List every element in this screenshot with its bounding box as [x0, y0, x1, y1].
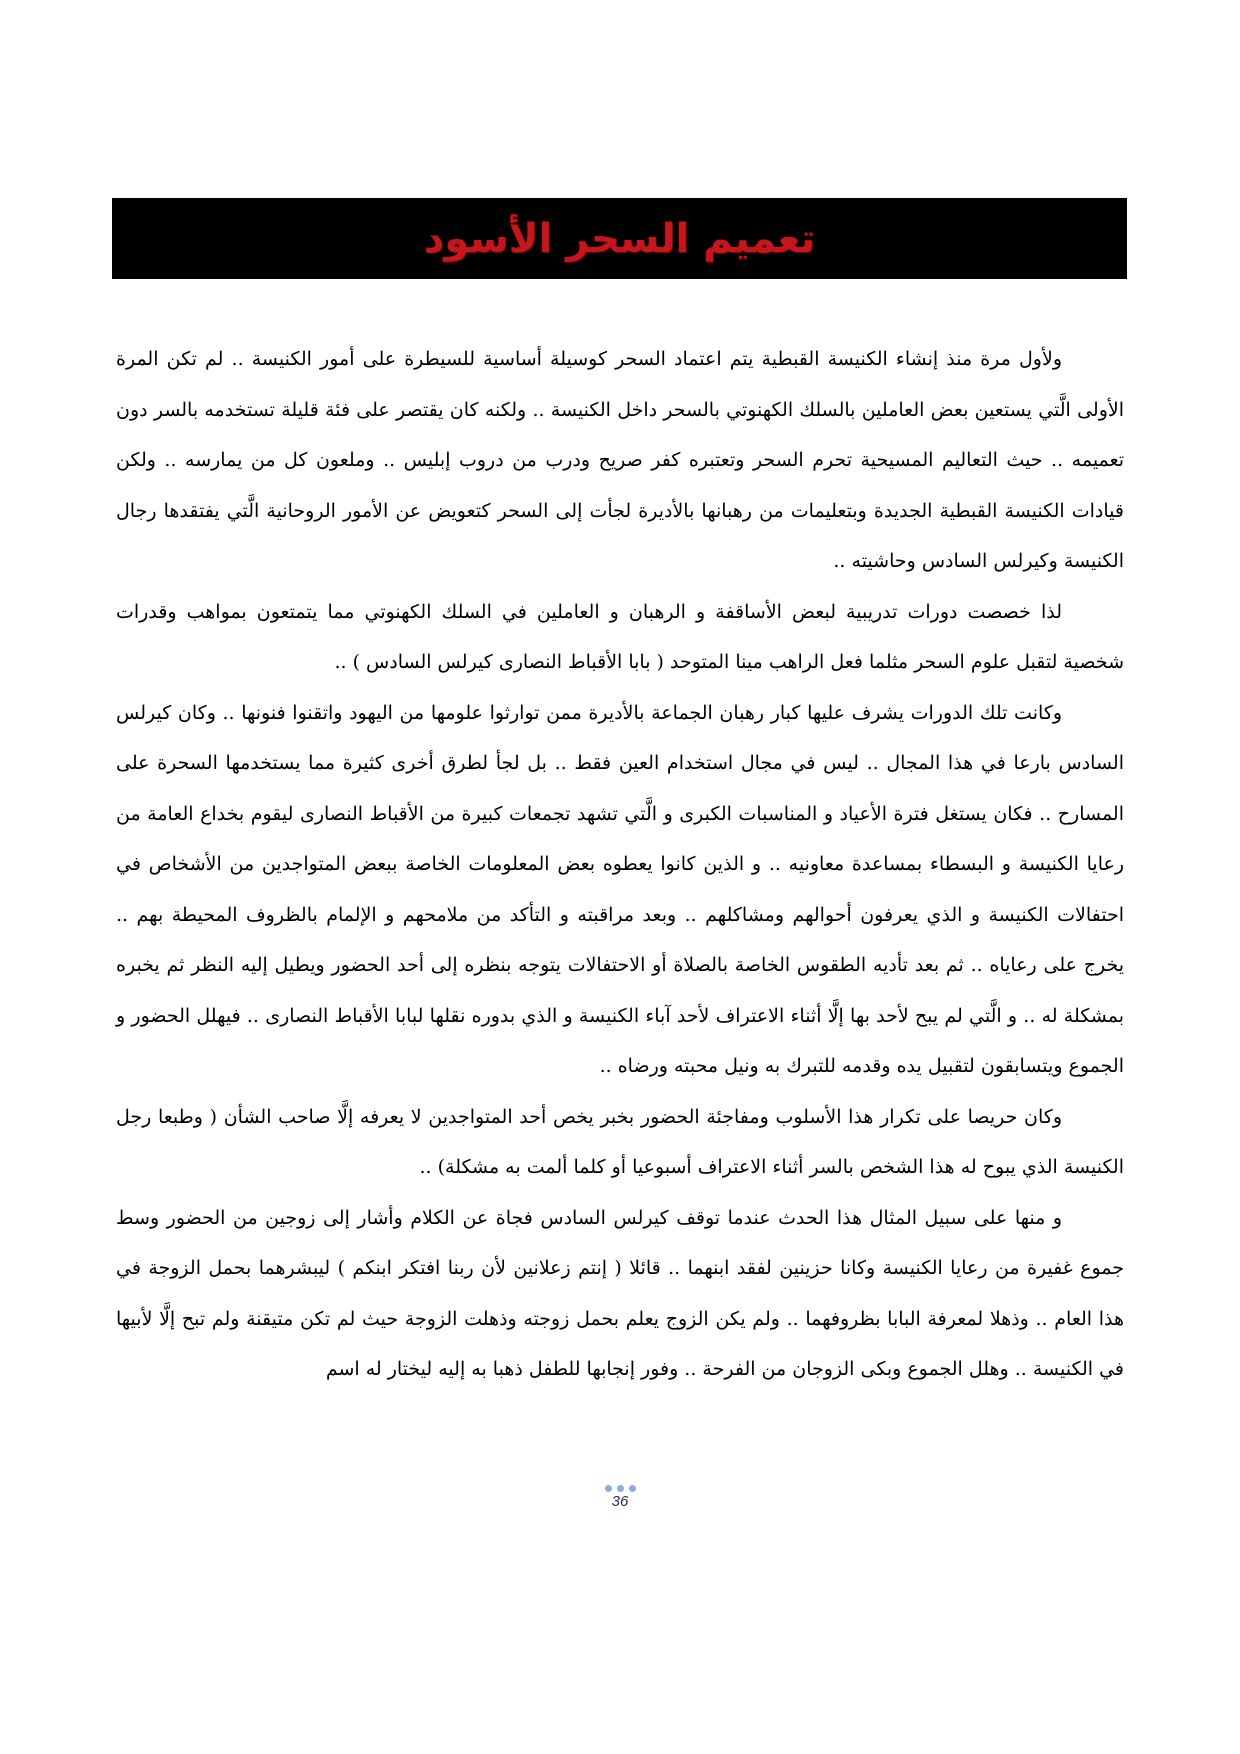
article-body	[116, 334, 1124, 1395]
ornament-dot	[617, 1485, 624, 1492]
paragraph: و منها على سبيل المثال هذا الحدث عندما توقف كيرلس السادس فجاة عن الكلام وأشار إلى زوجين من الحضور وسط جموع غفيرة من رعايا الكنيسة وكانا حزينين لفقد ابنهما .. قائلا ( إنتم زعلانين لأن ربنا افتكر ابنكم ) ليبشرهما بحمل الزوجة في هذا العام .. وذهلا لمعرفة البابا بظروفهما .. ولم يكن الزوج يعلم بحمل زوجته وذهلت الزوجة حيث لم تكن متيقنة ولم تبح إلَّا لأبيها في الكنيسة .. وهلل الجموع وبكى الزوجان من الفرحة .. وفور إنجابها للطفل ذهبا به إليه ليختار له اسم	[116, 1206, 1124, 1380]
chapter-title-bar	[112, 198, 1127, 279]
chapter-title: تعميم السحر الأسود	[423, 215, 816, 262]
paragraph: لذا خصصت دورات تدريبية لبعض الأساقفة و الرهبان و العاملين في السلك الكهنوتي مما يتمتعون بمواهب وقدرات شخصية لتقبل علوم السحر مثلما فعل الراهب مينا المتوحد ( بابا الأقباط النصارى كيرلس السادس ) ..	[116, 600, 1124, 673]
paragraph: وكان حريصا على تكرار هذا الأسلوب ومفاجئة الحضور بخبر يخص أحد المتواجدين لا يعرفه إلَّا صاحب الشأن ( وطبعا رجل الكنيسة الذي يبوح له هذا الشخص بالسر أثناء الاعتراف أسبوعيا أو كلما ألمت به مشكلة) ..	[116, 1105, 1124, 1178]
ornament-dot	[629, 1485, 636, 1492]
page-ornament-dots	[0, 1485, 1240, 1492]
paragraph: ولأول مرة منذ إنشاء الكنيسة القبطية يتم اعتماد السحر كوسيلة أساسية للسيطرة على أمور الكنيسة .. لم تكن المرة الأولى الَّتي يستعين بعض العاملين بالسلك الكهنوتي بالسحر داخل الكنيسة .. ولكنه كان يقتصر على فئة قليلة تستخدمه بالسر دون تعميمه .. حيث التعاليم المسيحية تحرم السحر وتعتبره كفر صريح ودرب من دروب إبليس .. وملعون كل من يمارسه .. ولكن قيادات الكنيسة القبطية الجديدة وبتعليمات من رهبانها بالأديرة لجأت إلى السحر كتعويض عن الأمور الروحانية الَّتي يفتقدها رجال الكنيسة وكيرلس السادس وحاشيته ..	[116, 348, 1124, 572]
ornament-dot	[605, 1485, 612, 1492]
page-footer	[0, 1485, 1240, 1510]
page-number: 36	[611, 1493, 629, 1510]
paragraph: وكانت تلك الدورات يشرف عليها كبار رهبان الجماعة بالأديرة ممن توارثوا علومها من اليهود واتقنوا فنونها .. وكان كيرلس السادس بارعا في هذا المجال .. ليس في مجال استخدام العين فقط .. بل لجأ لطرق أخرى كثيرة مما يستخدمها السحرة على المسارح .. فكان يستغل فترة الأعياد و المناسبات الكبرى و الَّتي تشهد تجمعات كبيرة من الأقباط النصارى ليقوم بخداع العامة من رعايا الكنيسة و البسطاء بمساعدة معاونيه .. و الذين كانوا يعطوه بعض المعلومات الخاصة ببعض المتواجدين من الأشخاص في احتفالات الكنيسة و الذي يعرفون أحوالهم ومشاكلهم .. وبعد مراقبته و التأكد من ملامحهم و الإلمام بالظروف المحيطة بهم .. يخرج على رعاياه .. ثم بعد تأديه الطقوس الخاصة بالصلاة أو الاحتفالات يتوجه بنظره إلى أحد الحضور ويطيل إليه النظر ثم يخبره بمشكلة له .. و الَّتي لم يبح لأحد بها إلَّا أثناء الاعتراف لأحد آباء الكنيسة و الذي بدوره نقلها لبابا الأقباط النصارى .. فيهلل الحضور و الجموع ويتسابقون لتقبيل يده وقدمه للتبرك به ونيل محبته ورضاه ..	[116, 701, 1124, 1077]
